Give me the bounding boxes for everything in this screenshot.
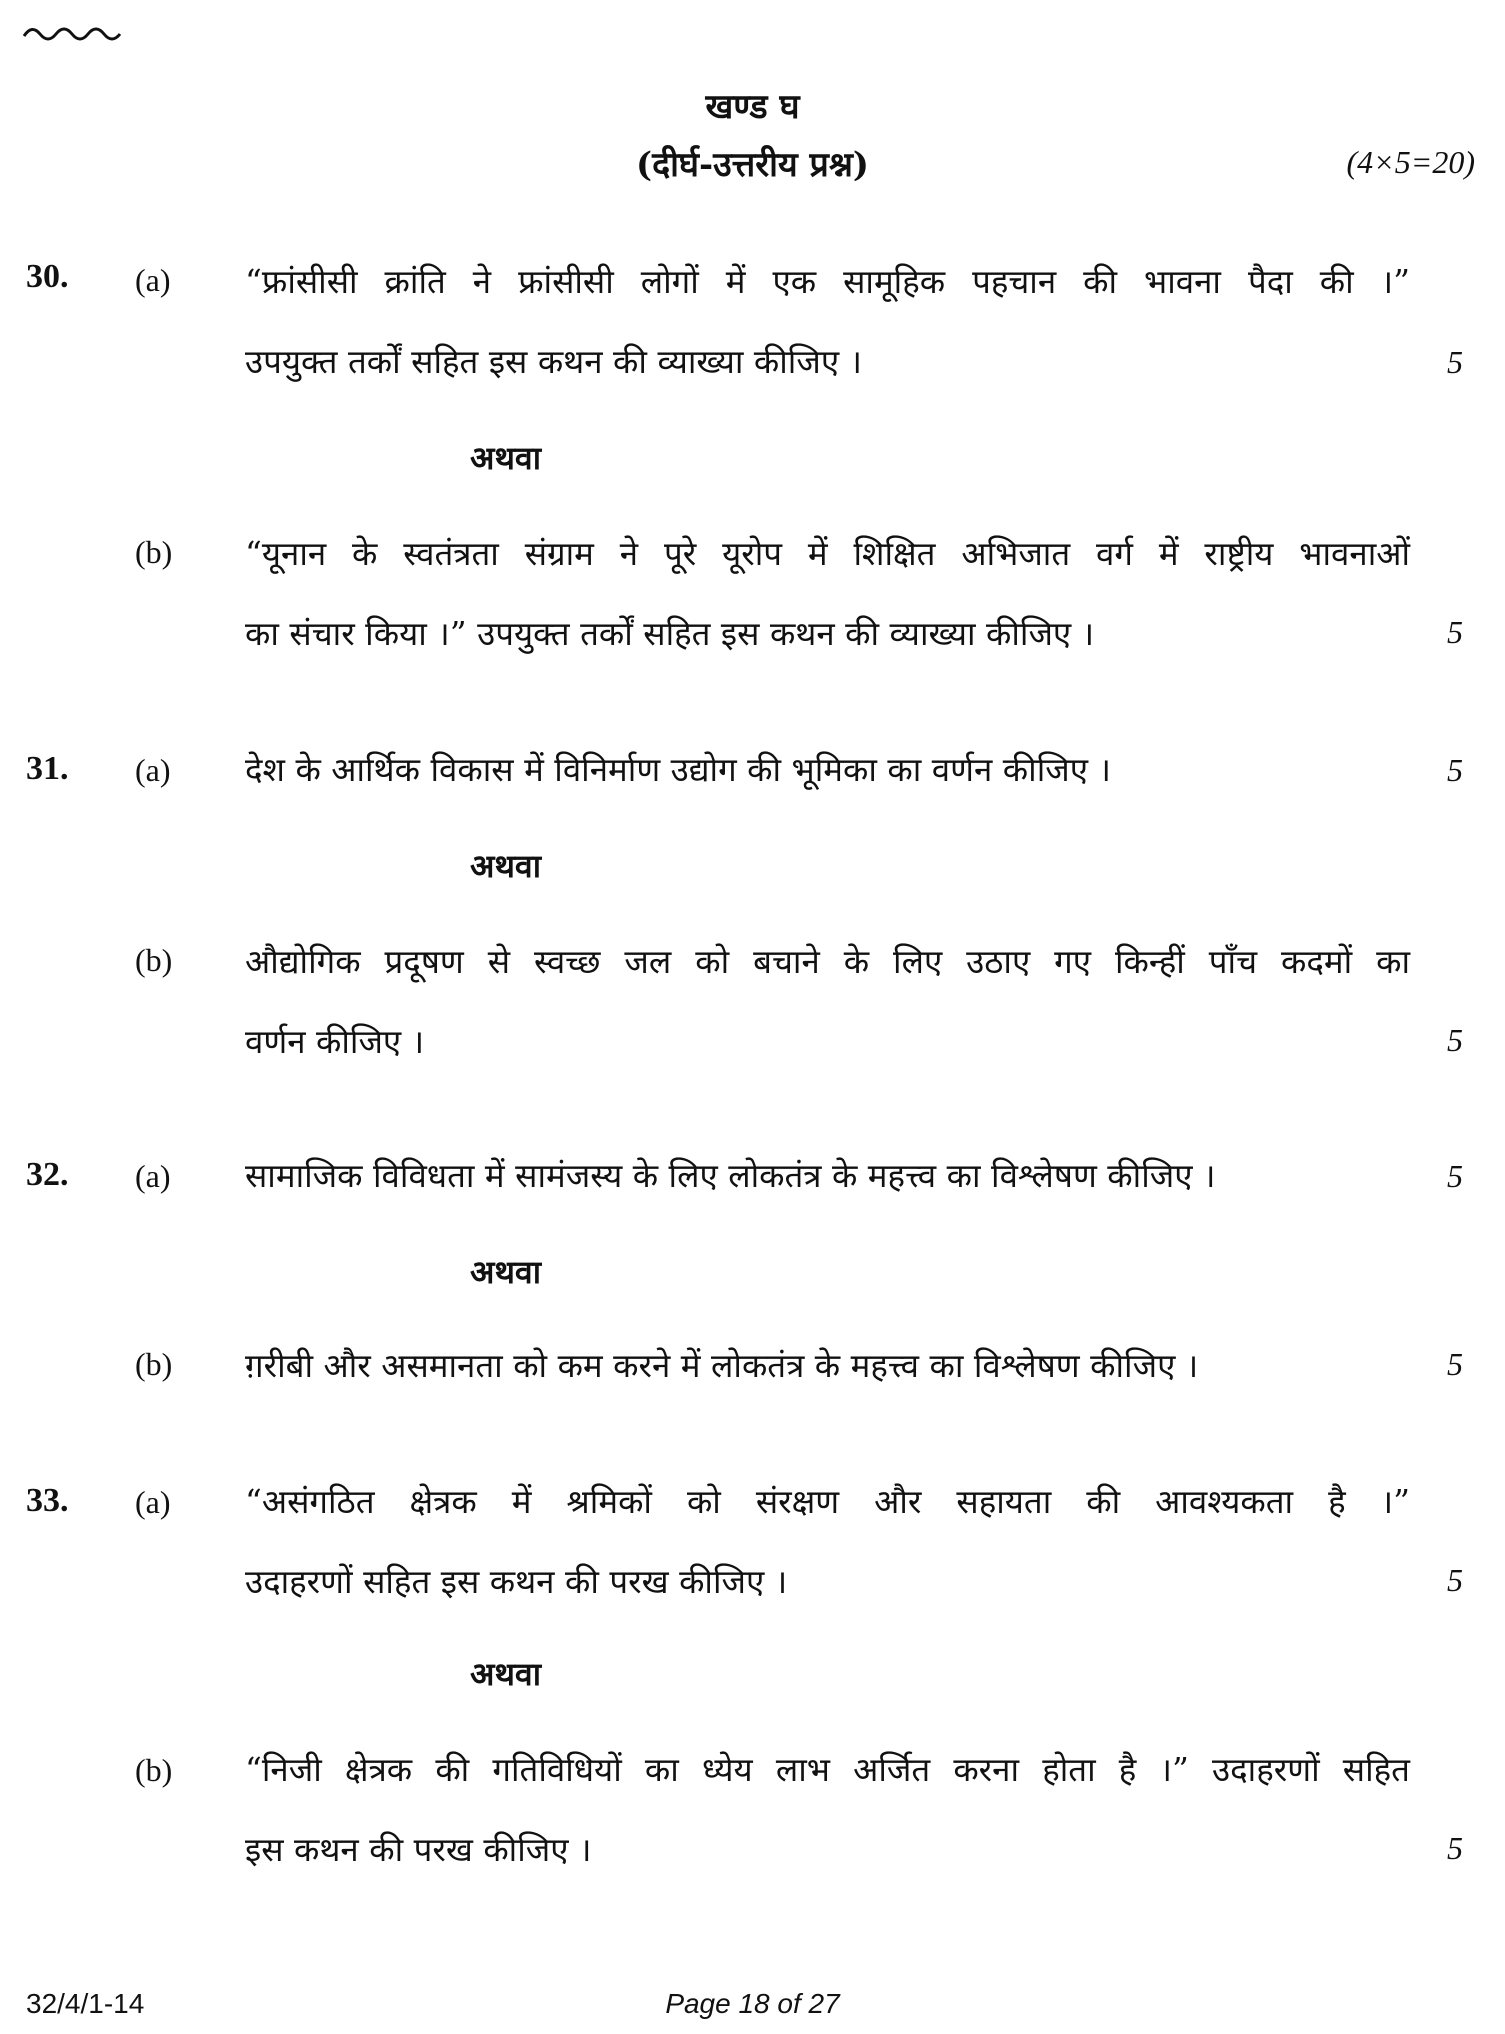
or-label: अथवा (470, 1655, 541, 1693)
marks-value: 5 (1447, 1158, 1463, 1194)
part-label: (a) (135, 262, 171, 298)
question-text-line: देश के आर्थिक विकास में विनिर्माण उद्योग की भूमिका का वर्णन कीजिए । (245, 750, 1111, 789)
marks-value: 5 (1447, 752, 1463, 788)
question-text-line: “असंगठित क्षेत्रक में श्रमिकों को संरक्षण और सहायता की आवश्यकता है ।” (245, 1482, 1410, 1521)
or-label: अथवा (470, 1253, 541, 1291)
part-label: (b) (135, 942, 173, 978)
marks-value: 5 (1447, 614, 1463, 650)
part-label: (b) (135, 1752, 173, 1788)
question-text-line: “निजी क्षेत्रक की गतिविधियों का ध्येय लाभ अर्जित करना होता है ।” उदाहरणों सहित (245, 1750, 1410, 1789)
marks-value: 5 (1447, 1830, 1463, 1866)
question-number: 31. (26, 750, 69, 787)
part-label: (b) (135, 534, 173, 570)
question-text-line: “फ्रांसीसी क्रांति ने फ्रांसीसी लोगों में एक सामूहिक पहचान की भावना पैदा की ।” (245, 262, 1410, 301)
question-text-line: का संचार किया ।” उपयुक्त तर्कों सहित इस कथन की व्याख्या कीजिए । (245, 614, 1095, 653)
or-label: अथवा (470, 439, 541, 477)
question-text-line: सामाजिक विविधता में सामंजस्य के लिए लोकतंत्र के महत्त्व का विश्लेषण कीजिए । (245, 1156, 1216, 1195)
question-number: 32. (26, 1156, 69, 1193)
marks-value: 5 (1447, 1562, 1463, 1598)
section-subtitle: (दीर्घ-उत्तरीय प्रश्न) (635, 145, 870, 185)
section-title: खण्ड घ (705, 87, 800, 127)
part-label: (a) (135, 1158, 171, 1194)
question-text-line: “यूनान के स्वतंत्रता संग्राम ने पूरे यूरोप में शिक्षित अभिजात वर्ग में राष्ट्रीय भावनाओं (245, 534, 1410, 573)
part-label: (a) (135, 752, 171, 788)
paper-code: 32/4/1-14 (26, 1988, 145, 2019)
question-text-line: ग़रीबी और असमानता को कम करने में लोकतंत्र के महत्त्व का विश्लेषण कीजिए । (245, 1346, 1199, 1385)
squiggle-mark (22, 20, 122, 50)
question-text-line: वर्णन कीजिए । (245, 1022, 425, 1061)
part-label: (a) (135, 1484, 171, 1520)
marks-value: 5 (1447, 344, 1463, 380)
question-text-line: इस कथन की परख कीजिए । (245, 1830, 592, 1869)
question-text-line: उपयुक्त तर्कों सहित इस कथन की व्याख्या कीजिए । (245, 342, 863, 381)
question-number: 33. (26, 1482, 69, 1519)
marks-value: 5 (1447, 1022, 1463, 1058)
or-label: अथवा (470, 847, 541, 885)
question-text-line: औद्योगिक प्रदूषण से स्वच्छ जल को बचाने के लिए उठाए गए किन्हीं पाँच कदमों का (245, 942, 1410, 981)
question-text-line: उदाहरणों सहित इस कथन की परख कीजिए । (245, 1562, 788, 1601)
question-number: 30. (26, 258, 69, 295)
part-label: (b) (135, 1346, 173, 1382)
total-marks: (4×5=20) (1346, 144, 1475, 180)
marks-value: 5 (1447, 1346, 1463, 1382)
page-number: Page 18 of 27 (665, 1988, 840, 2019)
